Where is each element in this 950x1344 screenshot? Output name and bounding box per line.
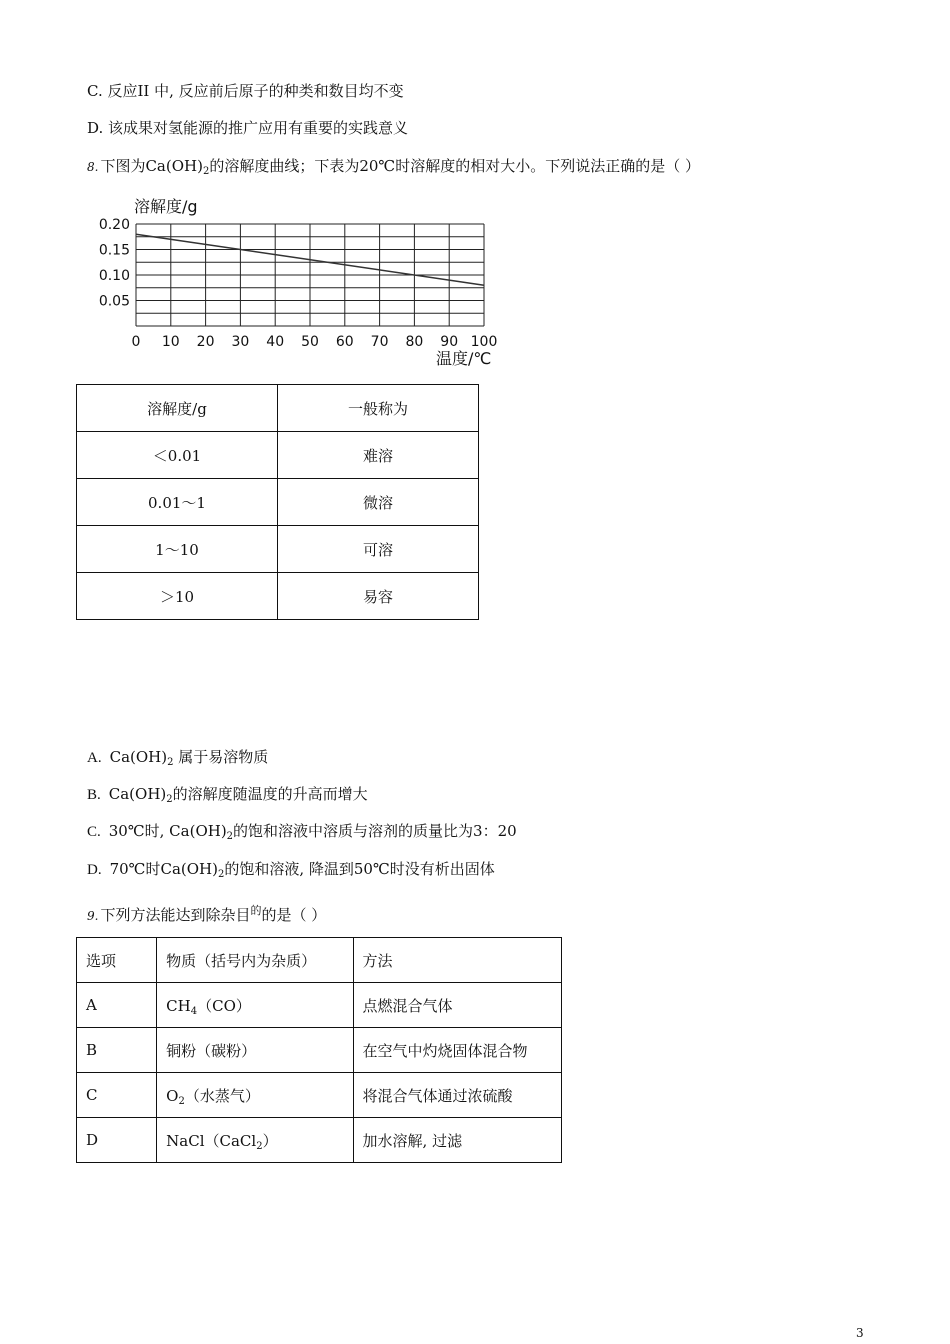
table-row [77, 432, 479, 479]
method-cell: 加水溶解, 过滤 [353, 1118, 561, 1163]
page-number: 3 [856, 1326, 864, 1340]
option-c-text: C. 反应II 中, 反应前后原子的种类和数目均不变 [87, 82, 404, 100]
method-cell: 在空气中灼烧固体混合物 [353, 1028, 561, 1073]
x-tick-label: 90 [440, 334, 459, 350]
option-cell: C [77, 1073, 157, 1118]
table-header-row [77, 385, 479, 432]
table-cell: 微溶 [278, 479, 479, 526]
x-tick-label: 80 [405, 334, 424, 350]
x-axis-label: 温度/℃ [436, 349, 492, 368]
table-row [77, 479, 479, 526]
x-tick-label: 10 [161, 334, 180, 350]
x-tick-label: 60 [335, 334, 354, 350]
table-row [77, 983, 562, 1028]
table-cell: 易容 [278, 573, 479, 620]
x-axis-ticks [132, 334, 498, 350]
solubility-table [76, 384, 479, 620]
table-cell: 可溶 [278, 526, 479, 573]
substance-cell: $CH_4(CO)$ [157, 983, 353, 1028]
x-tick-label: 100 [470, 334, 498, 350]
q8-option-b: B. $Ca(OH)_2$的溶解度随温度的升高而增大 [87, 785, 368, 805]
x-tick-label: 0 [131, 334, 141, 350]
table-row [77, 573, 479, 620]
question-8-stem: 8. 下图为$Ca(OH)_2$的溶解度曲线；下表为20℃时溶解度的相对大小。下列说法正确的是（ ） [87, 157, 700, 177]
table-header-row [77, 938, 562, 983]
y-tick-label: 0.10 [98, 268, 130, 284]
table-cell: 1～10 [77, 526, 278, 573]
x-tick-label: 50 [301, 334, 319, 350]
x-tick-label: 40 [266, 334, 285, 350]
chart-grid [136, 224, 484, 326]
table-cell: 难溶 [278, 432, 479, 479]
y-tick-label: 0.20 [98, 217, 130, 233]
header-cell: 物质（括号内为杂质） [157, 938, 353, 983]
table-cell: ＜0.01 [77, 432, 278, 479]
x-tick-label: 20 [196, 334, 215, 350]
table-cell: ＞10 [77, 573, 278, 620]
x-tick-label: 30 [231, 334, 250, 350]
method-cell: 点燃混合气体 [353, 983, 561, 1028]
table-row [77, 1118, 562, 1163]
y-tick-label: 0.15 [98, 242, 130, 259]
y-tick-label: 0.05 [98, 293, 130, 310]
table-cell: 0.01～1 [77, 479, 278, 526]
table-row [77, 526, 479, 573]
question-9-stem: 9. 下列方法能达到除杂目$^的$的是（ ） [87, 904, 327, 924]
header-cell: 选项 [77, 938, 157, 983]
header-cell: 溶解度/g [77, 385, 278, 432]
question-number: 8. [87, 160, 99, 174]
option-cell: D [77, 1118, 157, 1163]
q8-option-a: A. $Ca(OH)_2$ 属于易溶物质 [87, 748, 269, 768]
header-cell: 方法 [353, 938, 561, 983]
substance-cell: 铜粉（碳粉） [157, 1028, 353, 1073]
option-cell: A [77, 983, 157, 1028]
table-row [77, 1073, 562, 1118]
question-number: 9. [87, 909, 99, 923]
impurity-removal-table [76, 937, 562, 1163]
y-axis-label: 溶解度/g [134, 197, 198, 216]
substance-cell: NaCl（CaCl$_2$） [157, 1118, 353, 1163]
q8-option-d: D. 70℃时$Ca(OH)_2$的饱和溶液, 降温到50℃时没有析出固体 [87, 860, 495, 880]
y-axis-ticks [99, 217, 130, 310]
x-tick-label: 70 [370, 334, 389, 350]
substance-cell: $O_2$（水蒸气） [157, 1073, 353, 1118]
option-d-text: D. 该成果对氢能源的推广应用有重要的实践意义 [87, 119, 409, 137]
table-row [77, 1028, 562, 1073]
header-cell: 一般称为 [278, 385, 479, 432]
option-cell: B [77, 1028, 157, 1073]
q8-option-c: C. 30℃时, $Ca(OH)_2$的饱和溶液中溶质与溶剂的质量比为3：20 [87, 822, 517, 842]
method-cell: 将混合气体通过浓硫酸 [353, 1073, 561, 1118]
solubility-chart [88, 192, 508, 372]
